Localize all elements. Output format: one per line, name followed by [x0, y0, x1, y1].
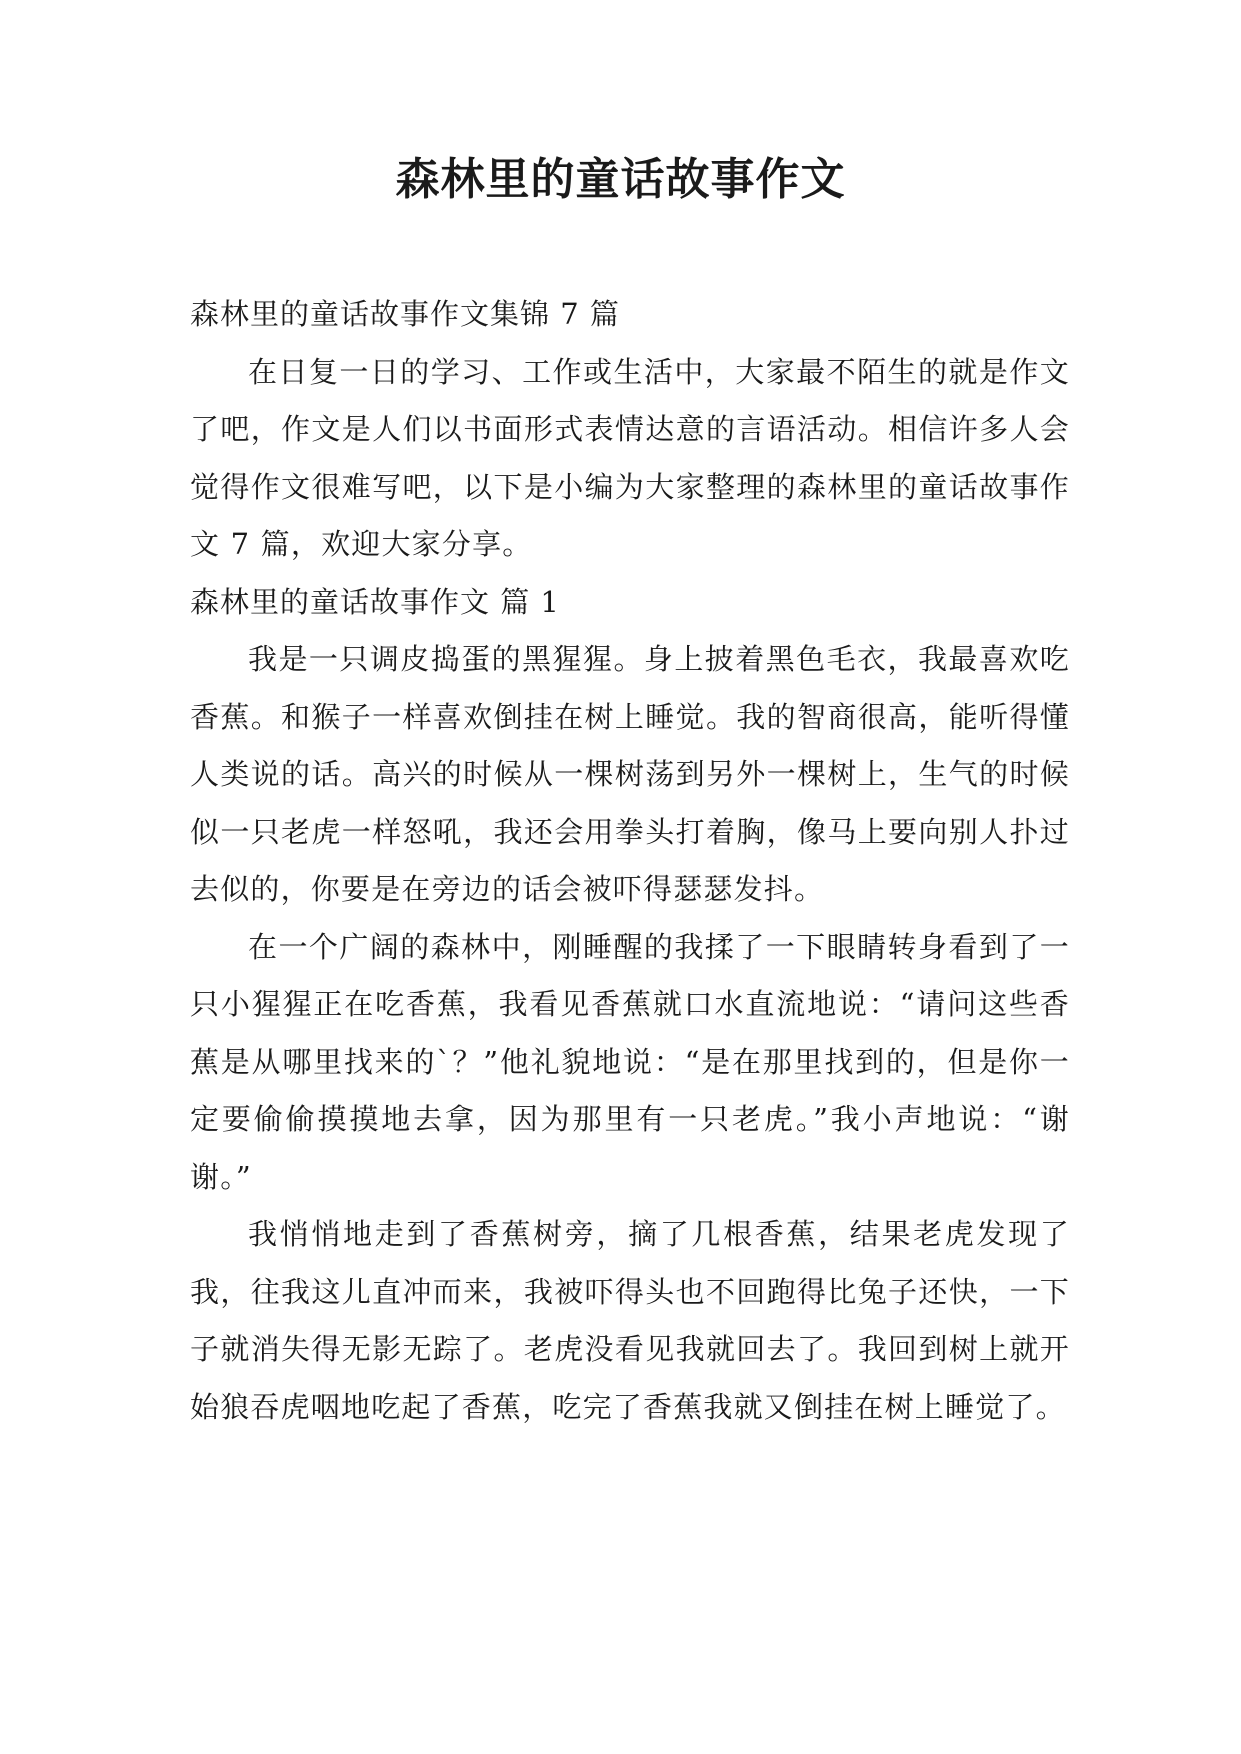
body-paragraph: 我悄悄地走到了香蕉树旁，摘了几根香蕉，结果老虎发现了我，往我这儿直冲而来，我被吓得头也不回跑得比兔子还快，一下子就消失得无影无踪了。老虎没看见我就回去了。我回到树上就开始狼吞虎咽地吃起了香蕉，吃完了香蕉我就又倒挂在树上睡觉了。 — [190, 1217, 1070, 1424]
collection-subtitle: 森林里的童话故事作文集锦 7 篇 — [190, 297, 620, 331]
document-body — [190, 286, 1070, 1436]
body-paragraph: 我是一只调皮捣蛋的黑猩猩。身上披着黑色毛衣，我最喜欢吃香蕉。和猴子一样喜欢倒挂在树上睡觉。我的智商很高，能听得懂人类说的话。高兴的时候从一棵树荡到另外一棵树上，生气的时候似一只老虎一样怒吼，我还会用拳头打着胸，像马上要向别人扑过去似的，你要是在旁边的话会被吓得瑟瑟发抖。 — [190, 642, 1070, 906]
intro-paragraph: 在日复一日的学习、工作或生活中，大家最不陌生的就是作文了吧，作文是人们以书面形式表情达意的言语活动。相信许多人会觉得作文很难写吧，以下是小编为大家整理的森林里的童话故事作文 7 篇，欢迎大家分享。 — [190, 354, 1070, 561]
body-paragraph: 在一个广阔的森林中，刚睡醒的我揉了一下眼睛转身看到了一只小猩猩正在吃香蕉，我看见香蕉就口水直流地说：“请问这些香蕉是从哪里找来的`？”他礼貌地说：“是在那里找到的，但是你一定要偷偷摸摸地去拿，因为那里有一只老虎。”我小声地说：“谢谢。” — [190, 929, 1070, 1194]
section-heading: 森林里的童话故事作文 篇 1 — [190, 584, 560, 619]
document-title: 森林里的童话故事作文 — [395, 154, 846, 205]
